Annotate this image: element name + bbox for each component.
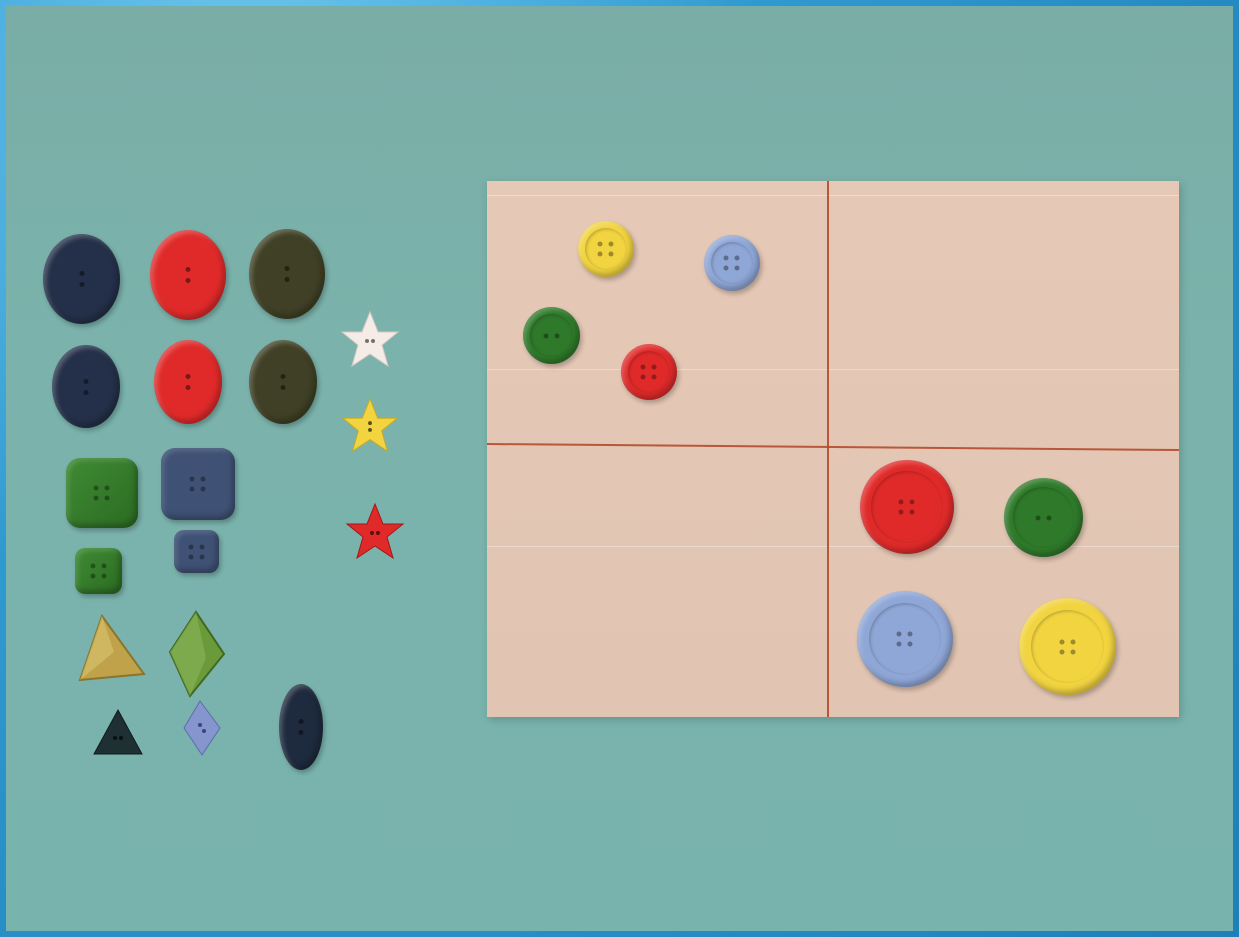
button-olive-oval-large (249, 229, 325, 319)
button-slate-square-small (174, 530, 219, 573)
button-navy-oval-small (52, 345, 120, 428)
button-red-oval-small (154, 340, 222, 424)
star-button-white (338, 308, 402, 372)
button-lilac-diamond (180, 698, 224, 758)
large-button-green (1004, 478, 1083, 557)
button-green-square-large (66, 458, 138, 528)
sorting-board (487, 181, 1179, 717)
small-button-light-blue (704, 235, 760, 291)
small-button-green (523, 307, 580, 364)
button-navy-oval-large (43, 234, 120, 324)
button-green-diamond (166, 608, 228, 700)
button-navy-triangle (90, 706, 146, 758)
star-button-red (343, 500, 407, 564)
board-horizontal-line (487, 443, 1179, 451)
button-gold-triangle (74, 612, 150, 684)
button-olive-oval-small (249, 340, 317, 424)
button-navy-oval-thin (279, 684, 323, 770)
button-slate-square-large (161, 448, 235, 520)
star-button-yellow (339, 395, 401, 457)
small-button-red (621, 344, 677, 400)
button-green-square-small (75, 548, 122, 594)
button-red-oval-large (150, 230, 226, 320)
large-button-yellow (1019, 598, 1116, 695)
small-button-yellow (578, 221, 634, 277)
large-button-light-blue (857, 591, 953, 687)
large-button-red (860, 460, 954, 554)
board-vertical-line (827, 181, 829, 717)
photo (6, 6, 1233, 931)
